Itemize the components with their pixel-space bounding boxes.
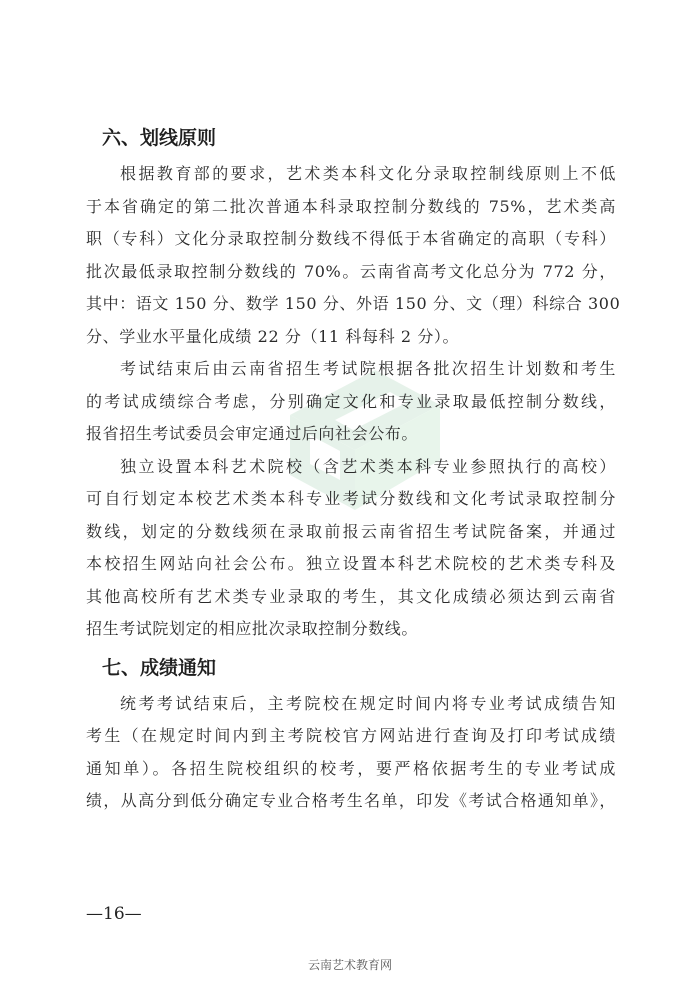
text-line: 数线，划定的分数线须在录取前报云南省招生考试院备案，并通过 xyxy=(86,521,616,541)
section-title-demarcation-principle: 六、划线原则 xyxy=(102,127,217,149)
text-line: 考试结束后由云南省招生考试院根据各批次招生计划数和考生 xyxy=(120,359,616,378)
paragraph-score-notification-1 xyxy=(86,688,616,818)
text-line: 统考考试结束后，主考院校在规定时间内将专业考试成绩告知 xyxy=(120,693,616,713)
text-line: 本校招生网站向社会公布。独立设置本科艺术院校的艺术类专科及 xyxy=(86,554,616,573)
text-line: 于本省确定的第二批次普通本科录取控制分数线的 75%，艺术类高 xyxy=(86,196,616,216)
text-line: 分、学业水平量化成绩 22 分（11 科每科 2 分）。 xyxy=(86,326,460,346)
document-body xyxy=(86,118,621,818)
text-line: 批次最低录取控制分数线的 70%。云南省高考文化总分为 772 分， xyxy=(86,261,616,281)
text-line: 报省招生考试委员会审定通过后向社会公布。 xyxy=(86,424,419,443)
text-line: 其他高校所有艺术类专业录取的考生，其文化成绩必须达到云南省 xyxy=(86,586,616,606)
paragraph-demarcation-1 xyxy=(86,158,621,353)
text-line: 通知单）。各招生院校组织的校考，要严格依据考生的专业考试成 xyxy=(86,758,616,778)
text-line: 可自行划定本校艺术类本科专业考试分数线和文化考试录取控制分 xyxy=(86,489,616,508)
text-line: 根据教育部的要求，艺术类本科文化分录取控制线原则上不低 xyxy=(120,164,616,183)
text-line: 考生（在规定时间内到主考院校官方网站进行查询及打印考试成绩 xyxy=(86,726,616,745)
footer-brand-text: 云南艺术教育网 xyxy=(307,958,392,972)
text-line: 的考试成绩综合考虑，分别确定文化和专业录取最低控制分数线， xyxy=(86,391,616,411)
section-title-score-notification: 七、成绩通知 xyxy=(102,656,217,679)
text-line: 绩，从高分到低分确定专业合格考生名单，印发《考试合格通知单》， xyxy=(86,791,616,810)
text-line: 独立设置本科艺术院校（含艺术类本科专业参照执行的高校） xyxy=(120,456,616,476)
text-line: 其中：语文 150 分、数学 150 分、外语 150 分、文（理）科综合 300 xyxy=(86,294,621,313)
text-line: 职（专科）文化分录取控制分数线不得低于本省确定的高职（专科） xyxy=(86,229,616,248)
page-number: —16— xyxy=(86,904,142,924)
text-line: 招生考试院划定的相应批次录取控制分数线。 xyxy=(86,619,419,638)
paragraph-demarcation-2 xyxy=(86,353,616,451)
paragraph-demarcation-3 xyxy=(86,451,616,646)
